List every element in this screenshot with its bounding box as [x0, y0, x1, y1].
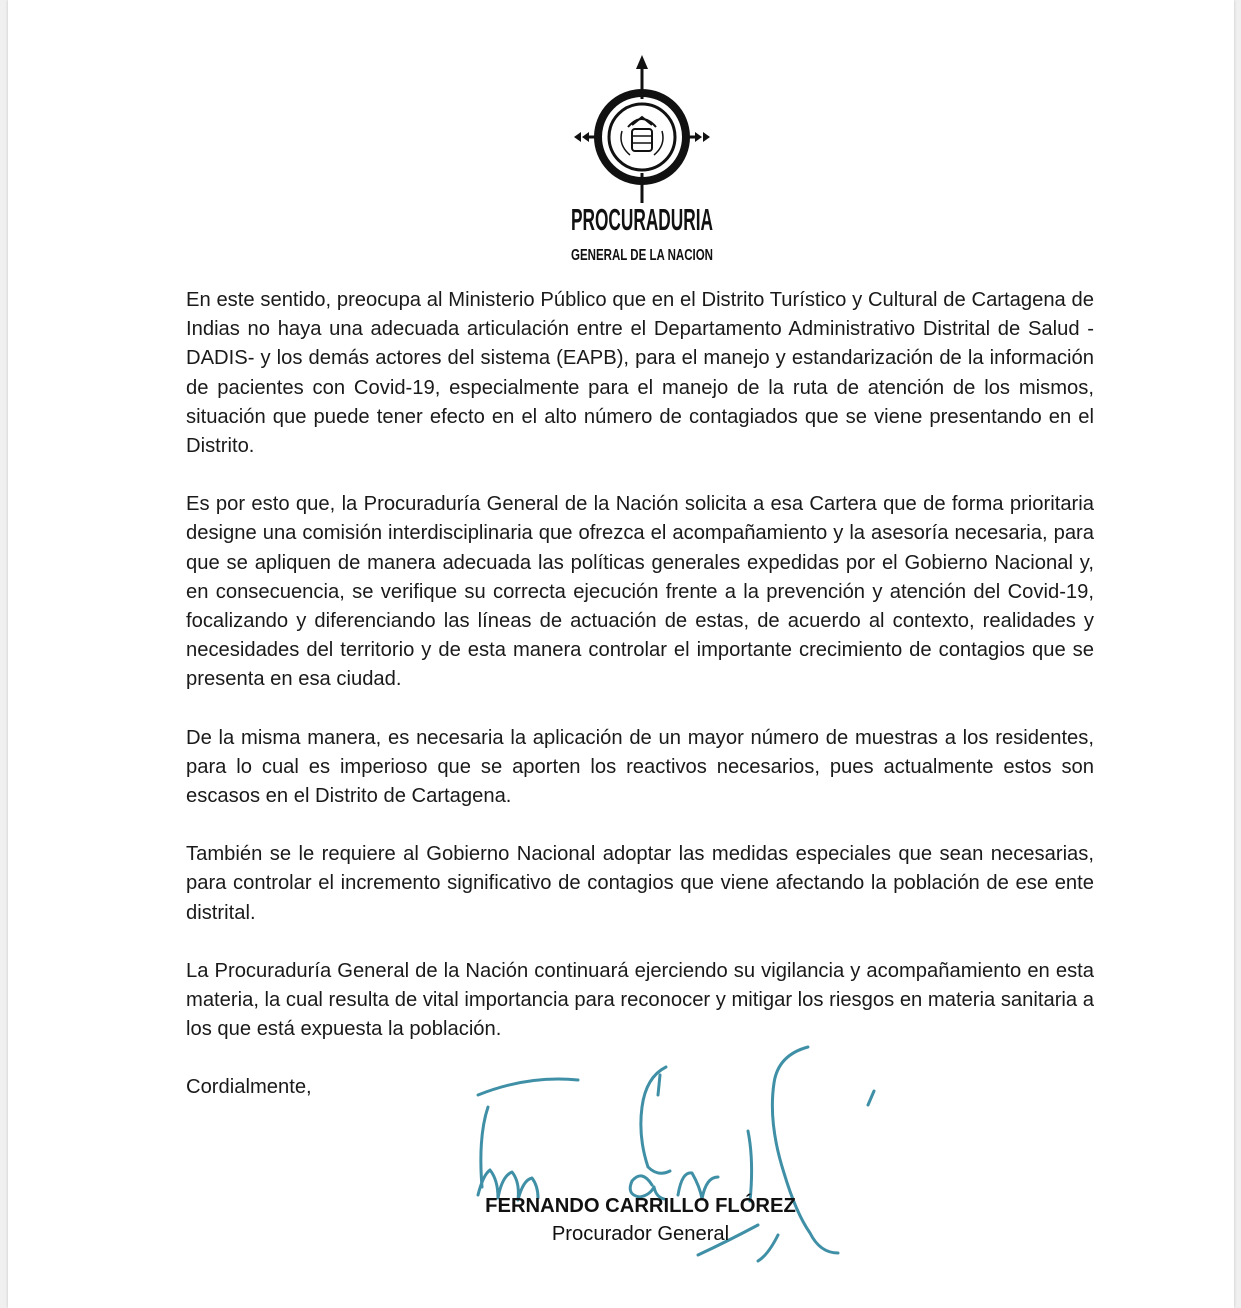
paragraph: La Procuraduría General de la Nación continuará ejerciendo su vigilancia y acompañamiento en esta materia, la cual resulta de vital importancia para reconocer y mitigar los riesgos en materia sanitaria a los que está expuesta la población. — [186, 959, 1094, 1041]
letter-page — [8, 0, 1234, 1308]
paragraph: También se le requiere al Gobierno Nacional adoptar las medidas especiales que sean necesarias, para controlar el incremento significativo de contagios que viene afectando la población de ese ente distrital. — [186, 843, 1094, 924]
letter-body — [186, 286, 1094, 1132]
paragraph: En este sentido, preocupa al Ministerio Público que en el Distrito Turístico y Cultural de Cartagena de Indias no haya una adecuada articulación entre el Departamento Administrativo Distrital de Salud -DADIS- y los demás actores del sistema (EAPB), para el manejo y estandarización de la información de pacientes con Covid-19, especialmente para el manejo de la ruta de atención de los mismos, situación que puede tener efecto en el alto número de contagiados que se viene presentando en el Distrito. — [186, 289, 1094, 458]
logo-text-sub: GENERAL DE LA NACION — [571, 247, 713, 264]
paragraph: Es por esto que, la Procuraduría General de la Nación solicita a esa Cartera que de forma prioritaria designe una comisión interdisciplinaria que ofrezca el acompañamiento y la asesoría necesaria, para que se apliquen de manera adecuada las políticas generales expedidas por el Gobierno Nacional y, en consecuencia, se verifique su correcta ejecución frente a la prevención y atención del Covid-19, focalizando y diferenciando las líneas de actuación de estas, de acuerdo al contexto, realidades y necesidades del territorio y de esta manera controlar el importante crecimiento de contagios que se presenta en esa ciudad. — [186, 493, 1094, 691]
procuraduria-logo — [564, 55, 720, 267]
signer-block — [428, 1192, 853, 1248]
paragraph: De la misma manera, es necesaria la aplicación de un mayor número de muestras a los residentes, para lo cual es imperioso que se aporten los reactivos necesarios, pues actualmente estos son escasos en el Distrito de Cartagena. — [186, 726, 1094, 808]
signer-name: FERNANDO CARRILLO FLÓREZ — [485, 1195, 796, 1217]
signer-title: Procurador General — [551, 1223, 730, 1245]
closing-salutation: Cordialmente, — [186, 1076, 312, 1099]
logo-text-main: PROCURADURIA — [571, 202, 713, 237]
